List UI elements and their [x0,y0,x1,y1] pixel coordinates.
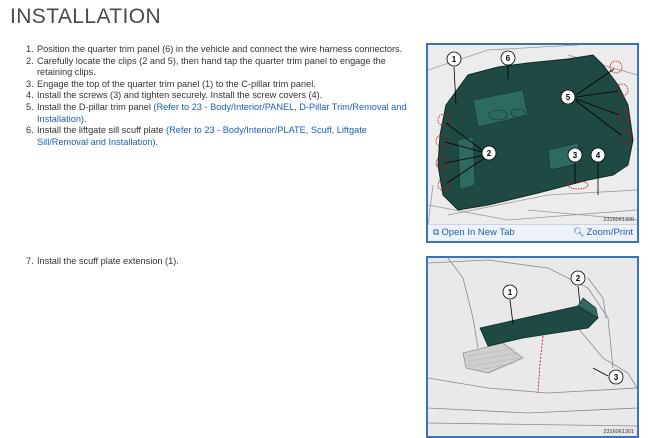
callout-1 [447,52,461,66]
d-pillar-procedure-link[interactable]: (Refer to 23 - Body/Interior/PANEL, D-Pillar Trim/Removal and Installation) [37,101,407,124]
step-number: 5. [26,101,34,112]
figure-scuff-plate-extension[interactable] [426,256,639,438]
step-text-end: . [155,136,159,147]
callout-3 [568,148,582,162]
open-in-new-tab-label: Open In New Tab [441,227,515,238]
page-title: INSTALLATION [10,5,162,28]
step-number: 4. [26,90,34,101]
svg-text:2: 2 [486,149,492,158]
list-item [26,90,410,102]
svg-text:2: 2 [575,274,581,283]
step-number: 6. [26,125,34,136]
steps-list-2 [26,256,410,268]
list-item [26,44,410,56]
step-number: 7. [26,256,34,266]
svg-text:3: 3 [572,151,578,160]
figure-id: 2316061301 [603,429,634,435]
callout-1 [503,285,517,299]
open-in-new-tab-button[interactable] [433,227,515,238]
callout-2 [571,271,585,285]
callout-4 [591,148,605,162]
zoom-print-label: Zoom/Print [586,227,633,238]
steps-list [26,44,410,148]
svg-text:3: 3 [613,373,619,382]
figure-2-illustration [428,258,637,436]
step-number: 1. [26,44,34,54]
step-number: 3. [26,78,34,89]
step-text: Position the quarter trim panel (6) in the vehicle and connect the wire harness connectors. [37,44,403,54]
figure-quarter-trim-panel[interactable] [426,43,639,243]
list-item [26,56,410,79]
figure-toolbar [428,224,637,241]
callout-6 [501,51,515,65]
callout-2 [482,146,496,160]
callout-5 [561,90,575,104]
step-text: Install the D-pillar trim panel [37,101,154,112]
list-item [26,102,410,125]
svg-text:6: 6 [505,54,511,63]
callout-3 [609,370,623,384]
step-text: Install the screws (3) and tighten securely. Install the screw covers (4). [37,90,323,101]
step-text: Install the scuff plate extension (1). [37,256,179,266]
step-text: Install the liftgate sill scuff plate [37,125,167,136]
svg-text:1: 1 [507,288,513,297]
external-tab-icon: ⧉ [433,227,440,237]
zoom-print-button[interactable] [573,227,633,238]
magnifier-icon: 🔍︎ [573,227,585,237]
step-text-end: . [83,113,87,124]
svg-text:5: 5 [565,93,571,102]
svg-text:1: 1 [451,55,457,64]
list-item [26,125,410,148]
svg-text:4: 4 [595,151,601,160]
scuff-plate-procedure-link[interactable]: (Refer to 23 - Body/Interior/PLATE, Scuff, Liftgate Sill/Removal and Installation) [37,125,367,147]
list-item [26,79,410,91]
step-number: 2. [26,55,34,66]
list-item [26,256,410,268]
step-text: Engage the top of the quarter trim panel (1) to the C-pillar trim panel. [37,78,316,89]
figure-id: 2316061300 [603,217,634,223]
step-text: Carefully locate the clips (2 and 5), then hand tap the quarter trim panel to engage the retaining clips. [37,55,386,78]
figure-1-illustration [428,45,637,225]
